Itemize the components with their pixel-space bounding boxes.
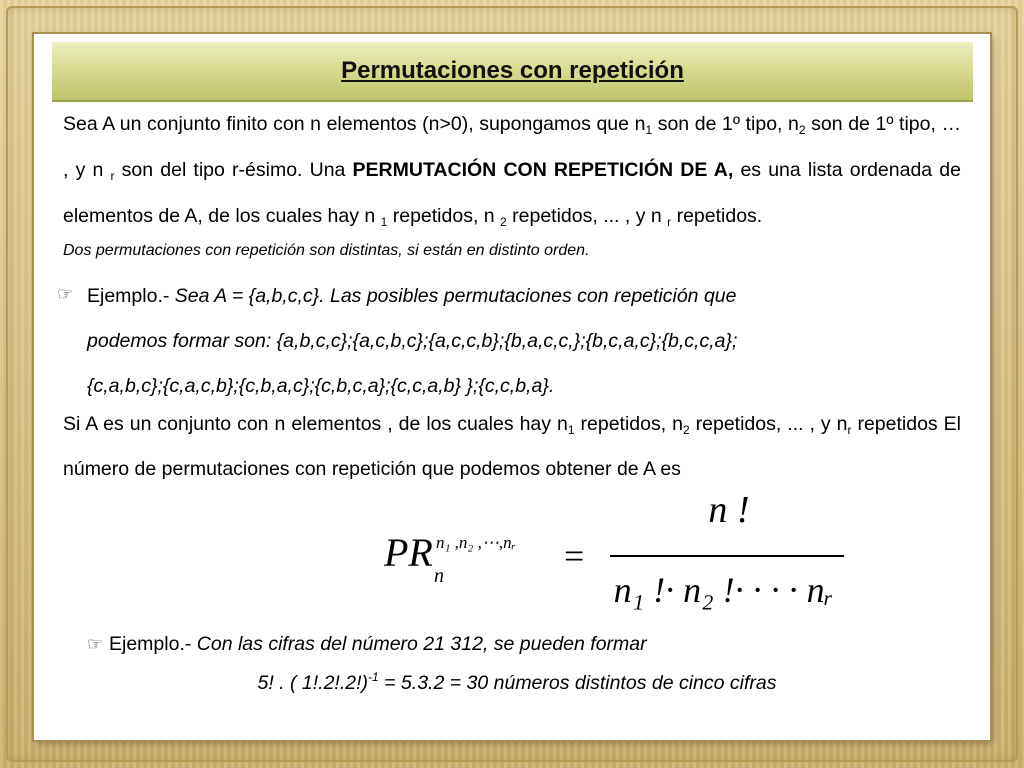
general-text: Si A es un conjunto con n elementos , de los cuales hay n bbox=[63, 413, 568, 435]
definition-text: son de 1º bbox=[652, 113, 740, 135]
definition-note: Dos permutaciones con repetición son distintas, si están en distinto orden. bbox=[63, 242, 590, 259]
subscript: 1 bbox=[567, 423, 575, 437]
superscript: -1 bbox=[368, 670, 379, 684]
example-1-line: Sea A = {a,b,c,c}. Las posibles permutaciones con repetición que bbox=[174, 285, 737, 307]
definition-text: son del tipo r-ésimo. Una bbox=[114, 159, 353, 181]
calc-text: 5! . ( 1!.2!.2!) bbox=[257, 672, 369, 694]
example-1-line: {c,a,b,c};{c,a,c,b};{c,b,a,c};{c,b,c,a};{c,c,a,b} };{c,c,b,a}. bbox=[87, 375, 555, 397]
general-text: repetidos, ... , y n bbox=[695, 413, 848, 435]
subscript: 2 bbox=[500, 215, 507, 229]
subscript: r bbox=[110, 169, 115, 183]
formula-denominator: n₁ !· n₂ !· · · · nᵣ ! bbox=[613, 570, 844, 610]
slide-content bbox=[57, 104, 961, 489]
definition-text: repetidos, n bbox=[387, 205, 501, 227]
definition-term: PERMUTACIÓN bbox=[352, 159, 497, 181]
formula-numerator: n ! bbox=[708, 489, 750, 531]
definition-text: tipo, n bbox=[745, 113, 799, 135]
definition-text: repetidos. bbox=[671, 205, 763, 227]
subscript: 2 bbox=[798, 123, 806, 137]
definition-text: cuales hay n bbox=[265, 205, 381, 227]
example-2-text bbox=[109, 624, 947, 664]
definition-paragraph bbox=[63, 104, 961, 242]
example-1-line: podemos formar son: {a,b,c,c};{a,c,b,c};{a,c,c,b};{b,a,c,c,};{b,c,a,c};{b,c,c,a}; bbox=[87, 330, 738, 352]
general-text: repetidos, n bbox=[574, 413, 683, 435]
slide-title: Permutaciones con repetición bbox=[341, 57, 684, 84]
example-label: Ejemplo.- bbox=[87, 285, 175, 307]
hand-pointing-icon: ☞ bbox=[87, 634, 104, 654]
formula-lhs-sub: n bbox=[434, 565, 444, 587]
formula-lhs: PR bbox=[384, 530, 433, 575]
title-band bbox=[52, 42, 973, 102]
example-2 bbox=[87, 624, 947, 695]
formula-lhs-sup: n₁ ,n₂ ,⋯,nᵣ bbox=[436, 533, 516, 552]
permutation-formula bbox=[384, 476, 844, 616]
formula-equals: = bbox=[564, 536, 585, 576]
example-label: Ejemplo.- bbox=[109, 633, 197, 655]
subscript: 1 bbox=[645, 123, 653, 137]
example-1 bbox=[57, 274, 961, 409]
subscript: 2 bbox=[682, 423, 690, 437]
formula-svg bbox=[384, 476, 844, 616]
hand-pointing-icon: ☞ bbox=[57, 284, 74, 304]
general-text: repetidos El número de permutaciones con repetición que bbox=[63, 413, 961, 480]
definition-text: es una lista ordenada de elementos de A, de los bbox=[63, 159, 961, 227]
definition-text: son de 1º tipo, … , y n bbox=[63, 113, 961, 181]
example-2-calculation bbox=[87, 670, 947, 695]
definition-term: CON REPETICIÓN DE A, bbox=[503, 159, 734, 181]
example-2-row bbox=[87, 624, 947, 664]
definition-text: repetidos, ... , y n bbox=[506, 205, 668, 227]
calc-text: = 5.3.2 = 30 números distintos de cinco cifras bbox=[378, 672, 777, 694]
slide-paper bbox=[34, 34, 990, 740]
subscript: 1 bbox=[380, 215, 388, 229]
definition-text: Sea A un conjunto finito con n elementos (n>0), supongamos que n bbox=[63, 113, 646, 135]
general-text: podemos obtener de A es bbox=[459, 458, 681, 480]
example-2-statement: Con las cifras del número 21 312, se pueden formar bbox=[196, 633, 647, 655]
subscript: r bbox=[667, 215, 672, 229]
example-1-text bbox=[87, 274, 961, 409]
subscript: r bbox=[847, 423, 852, 437]
